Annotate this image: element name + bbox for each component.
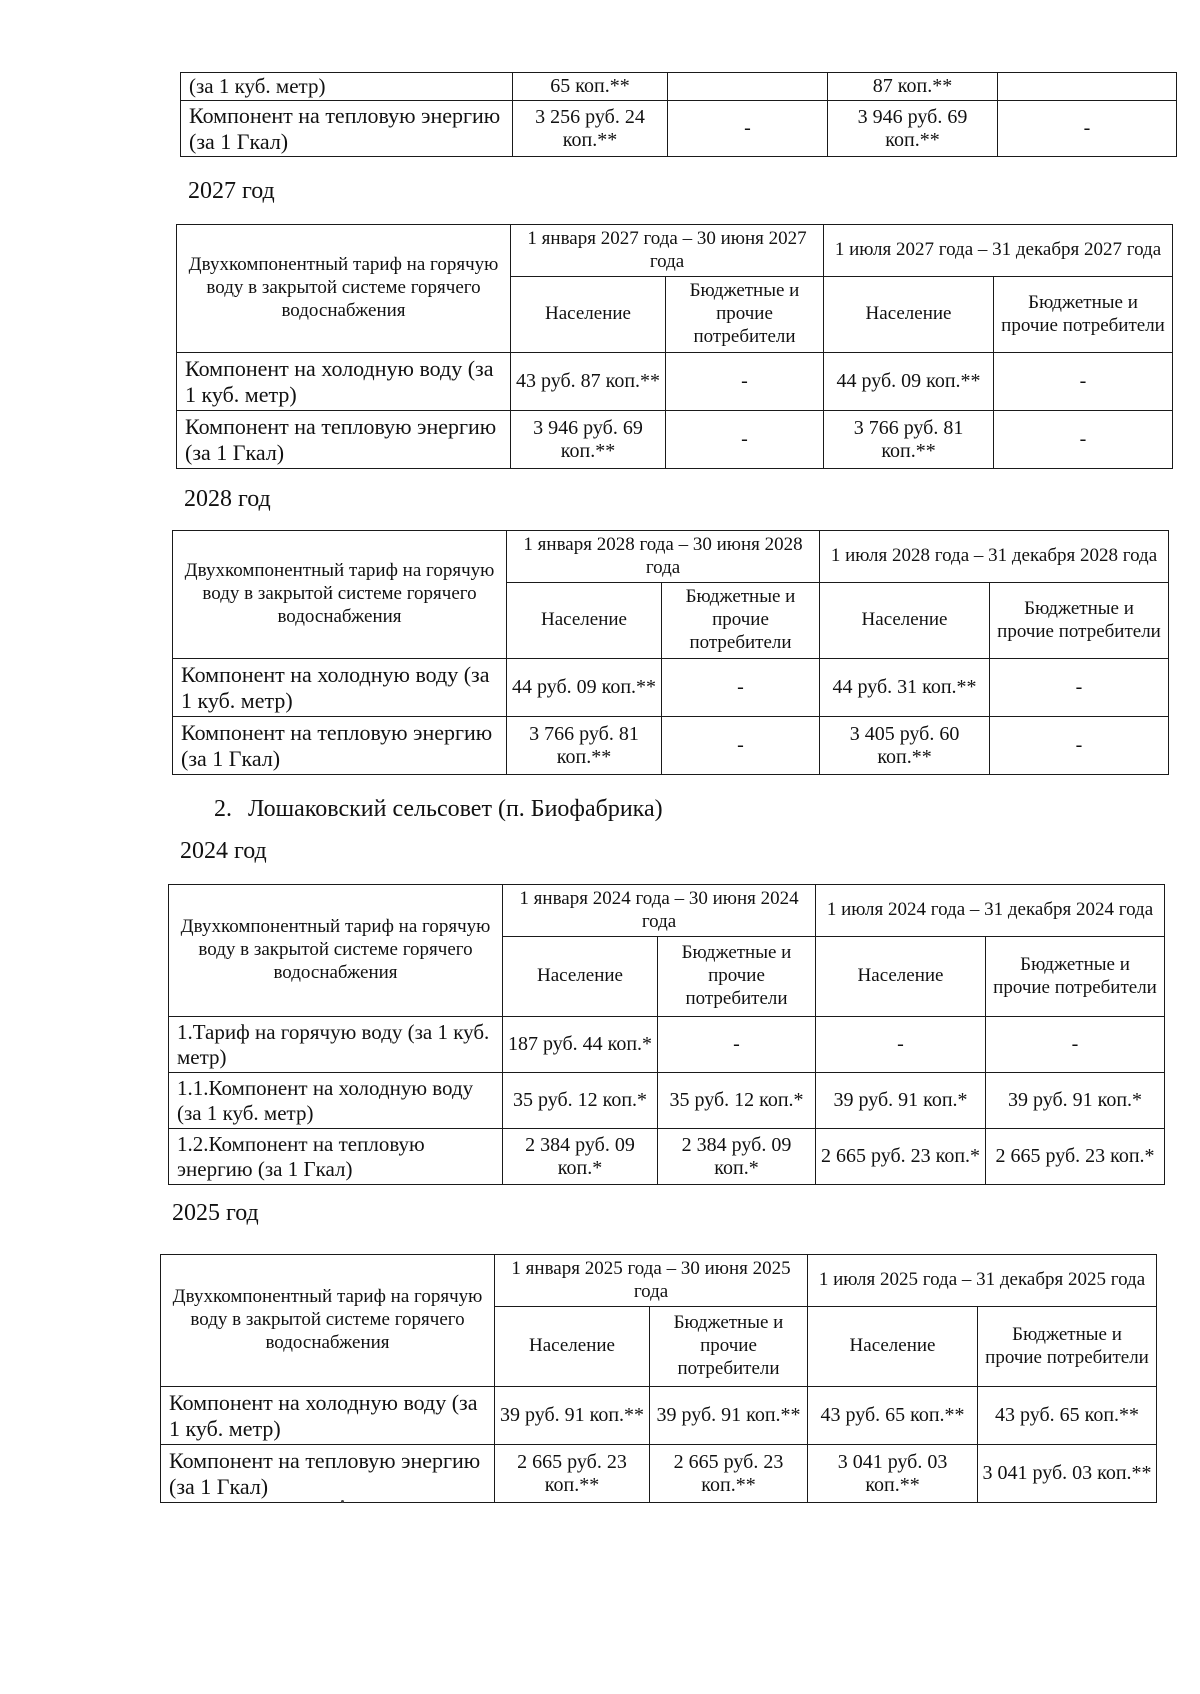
cell-cold-bud1: 39 руб. 91 коп.** bbox=[650, 1387, 808, 1445]
col-population-1: Население bbox=[495, 1307, 650, 1387]
col-budget-1: Бюджетные и прочие потребители bbox=[666, 277, 824, 353]
cell-heat-bud2: - bbox=[994, 411, 1173, 469]
col-population-1: Население bbox=[503, 937, 658, 1017]
cell-cold-bud1: - bbox=[662, 659, 820, 717]
cell-cold-pop2: 44 руб. 31 коп.** bbox=[820, 659, 990, 717]
cell-heat-bud1: 2 384 руб. 09 коп.* bbox=[658, 1129, 816, 1185]
cell-heat-pop2: 3 946 руб. 69 коп.** bbox=[828, 101, 998, 157]
col-population-1: Население bbox=[507, 583, 662, 659]
row-label-cold: Компонент на холодную воду (за 1 куб. метр) bbox=[161, 1387, 495, 1445]
col-population-2: Население bbox=[824, 277, 994, 353]
cell-cold-pop2: 39 руб. 91 коп.* bbox=[816, 1073, 986, 1129]
row-label-cold: Компонент на холодную воду (за 1 куб. метр) bbox=[177, 353, 511, 411]
row-label-heat: Компонент на тепловую энергию (за 1 Гкал) bbox=[181, 101, 513, 157]
cell-cold-bud1: - bbox=[666, 353, 824, 411]
period-2-header: 1 июля 2028 года – 31 декабря 2028 года bbox=[820, 531, 1169, 583]
period-2-header: 1 июля 2027 года – 31 декабря 2027 года bbox=[824, 225, 1173, 277]
row-label-heat: 1.2.Компонент на тепловую энергию (за 1 Гкал) bbox=[169, 1129, 503, 1185]
cell-heat-pop1: 3 256 руб. 24 коп.** bbox=[513, 101, 668, 157]
cell-cold-bud2 bbox=[998, 73, 1177, 101]
col-budget-2: Бюджетные и прочие потребители bbox=[994, 277, 1173, 353]
cell-heat-bud1: - bbox=[666, 411, 824, 469]
period-1-header: 1 января 2028 года – 30 июня 2028 года bbox=[507, 531, 820, 583]
row-label-hot-water: 1.Тариф на горячую воду (за 1 куб. метр) bbox=[169, 1017, 503, 1073]
cell-heat-bud1: - bbox=[668, 101, 828, 157]
header-title: Двухкомпонентный тариф на горячую воду в закрытой системе горячего водоснабжения bbox=[169, 885, 503, 1017]
tariff-table-2028 bbox=[172, 530, 1169, 775]
year-heading-2027: 2027 год bbox=[188, 178, 275, 204]
cell-cold-pop1: 44 руб. 09 коп.** bbox=[507, 659, 662, 717]
cell-cold-bud2: 39 руб. 91 коп.* bbox=[986, 1073, 1165, 1129]
header-title: Двухкомпонентный тариф на горячую воду в закрытой системе горячего водоснабжения bbox=[161, 1255, 495, 1387]
col-population-2: Население bbox=[808, 1307, 978, 1387]
header-title: Двухкомпонентный тариф на горячую воду в закрытой системе горячего водоснабжения bbox=[177, 225, 511, 353]
cell-cold-pop2: 43 руб. 65 коп.** bbox=[808, 1387, 978, 1445]
row-label-cold-tail: (за 1 куб. метр) bbox=[181, 73, 513, 101]
cell-hot-pop2: - bbox=[816, 1017, 986, 1073]
year-heading-2025: 2025 год bbox=[172, 1200, 259, 1226]
tariff-table-2024 bbox=[168, 884, 1165, 1185]
period-1-header: 1 января 2027 года – 30 июня 2027 года bbox=[511, 225, 824, 277]
row-label-heat: Компонент на тепловую энергию (за 1 Гкал) bbox=[173, 717, 507, 775]
period-2-header: 1 июля 2024 года – 31 декабря 2024 года bbox=[816, 885, 1165, 937]
period-2-header: 1 июля 2025 года – 31 декабря 2025 года bbox=[808, 1255, 1157, 1307]
cell-heat-bud1: - bbox=[662, 717, 820, 775]
cell-heat-bud2: - bbox=[990, 717, 1169, 775]
scan-speck bbox=[341, 1500, 344, 1503]
row-label-cold: Компонент на холодную воду (за 1 куб. метр) bbox=[173, 659, 507, 717]
cell-heat-bud2: 2 665 руб. 23 коп.* bbox=[986, 1129, 1165, 1185]
cell-hot-bud1: - bbox=[658, 1017, 816, 1073]
cell-cold-pop2: 87 коп.** bbox=[828, 73, 998, 101]
cell-heat-pop2: 3 405 руб. 60 коп.** bbox=[820, 717, 990, 775]
section-title: Лошаковский сельсовет (п. Биофабрика) bbox=[248, 796, 663, 822]
year-heading-2028: 2028 год bbox=[184, 486, 271, 512]
row-label-heat: Компонент на тепловую энергию (за 1 Гкал) bbox=[177, 411, 511, 469]
col-population-1: Население bbox=[511, 277, 666, 353]
cell-heat-pop1: 3 766 руб. 81 коп.** bbox=[507, 717, 662, 775]
col-population-2: Население bbox=[816, 937, 986, 1017]
tariff-table-2027 bbox=[176, 224, 1173, 469]
period-1-header: 1 января 2025 года – 30 июня 2025 года bbox=[495, 1255, 808, 1307]
col-budget-2: Бюджетные и прочие потребители bbox=[986, 937, 1165, 1017]
cell-cold-pop1: 39 руб. 91 коп.** bbox=[495, 1387, 650, 1445]
cell-hot-bud2: - bbox=[986, 1017, 1165, 1073]
row-label-heat: Компонент на тепловую энергию (за 1 Гкал) bbox=[161, 1445, 495, 1503]
cell-heat-pop2: 3 766 руб. 81 коп.** bbox=[824, 411, 994, 469]
cell-heat-bud2: - bbox=[998, 101, 1177, 157]
continued-tariff-table bbox=[180, 72, 1177, 157]
header-title: Двухкомпонентный тариф на горячую воду в закрытой системе горячего водоснабжения bbox=[173, 531, 507, 659]
cell-heat-pop1: 3 946 руб. 69 коп.** bbox=[511, 411, 666, 469]
period-1-header: 1 января 2024 года – 30 июня 2024 года bbox=[503, 885, 816, 937]
cell-hot-pop1: 187 руб. 44 коп.* bbox=[503, 1017, 658, 1073]
col-budget-1: Бюджетные и прочие потребители bbox=[650, 1307, 808, 1387]
section-heading-2 bbox=[214, 796, 663, 823]
cell-cold-bud2: - bbox=[990, 659, 1169, 717]
cell-heat-bud1: 2 665 руб. 23 коп.** bbox=[650, 1445, 808, 1503]
col-budget-1: Бюджетные и прочие потребители bbox=[658, 937, 816, 1017]
cell-cold-bud2: 43 руб. 65 коп.** bbox=[978, 1387, 1157, 1445]
col-budget-2: Бюджетные и прочие потребители bbox=[978, 1307, 1157, 1387]
tariff-table-2025 bbox=[160, 1254, 1157, 1503]
cell-heat-pop1: 2 384 руб. 09 коп.* bbox=[503, 1129, 658, 1185]
cell-cold-bud2: - bbox=[994, 353, 1173, 411]
col-population-2: Население bbox=[820, 583, 990, 659]
cell-cold-pop1: 35 руб. 12 коп.* bbox=[503, 1073, 658, 1129]
cell-heat-pop1: 2 665 руб. 23 коп.** bbox=[495, 1445, 650, 1503]
cell-cold-pop1: 65 коп.** bbox=[513, 73, 668, 101]
cell-cold-bud1: 35 руб. 12 коп.* bbox=[658, 1073, 816, 1129]
row-label-cold: 1.1.Компонент на холодную воду (за 1 куб. метр) bbox=[169, 1073, 503, 1129]
cell-heat-pop2: 2 665 руб. 23 коп.* bbox=[816, 1129, 986, 1185]
cell-cold-bud1 bbox=[668, 73, 828, 101]
cell-cold-pop1: 43 руб. 87 коп.** bbox=[511, 353, 666, 411]
year-heading-2024: 2024 год bbox=[180, 838, 267, 864]
col-budget-2: Бюджетные и прочие потребители bbox=[990, 583, 1169, 659]
col-budget-1: Бюджетные и прочие потребители bbox=[662, 583, 820, 659]
section-number: 2. bbox=[214, 796, 232, 822]
cell-heat-pop2: 3 041 руб. 03 коп.** bbox=[808, 1445, 978, 1503]
cell-cold-pop2: 44 руб. 09 коп.** bbox=[824, 353, 994, 411]
cell-heat-bud2: 3 041 руб. 03 коп.** bbox=[978, 1445, 1157, 1503]
